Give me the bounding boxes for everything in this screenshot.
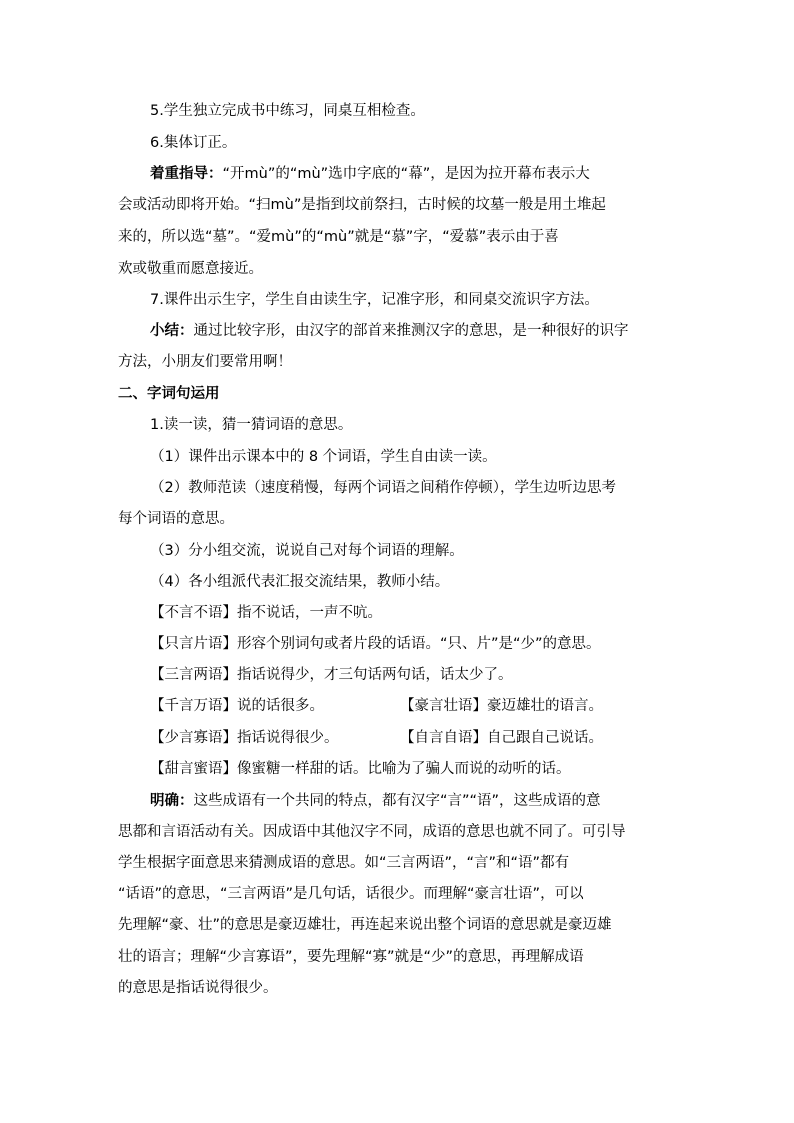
sub-item-2-cont: 每个词语的意思。 (118, 511, 234, 527)
idiom-5: 【豪言壮语】豪迈雄壮的语言。 (400, 698, 603, 714)
idiom-8: 【甜言蜜语】像蜜糖一样甜的话。比喻为了骗人而说的动听的话。 (150, 761, 571, 777)
guide-text-1: “开mù”的“mù”选巾字底的“幕”，是因为拉开幕布表示大 (222, 166, 590, 182)
sub-item-4: （4）各小组派代表汇报交流结果，教师小结。 (150, 574, 450, 590)
idiom-3: 【三言两语】指话说得少，才三句话两句话，话太少了。 (150, 667, 513, 683)
sub-item-2: （2）教师范读（速度稍慢，每两个词语之间稍作停顿），学生边听边思考 (150, 480, 616, 496)
section-heading: 二、字词句运用 (118, 386, 220, 402)
clarify-line-1 (150, 791, 601, 811)
clarify-line-6: 壮的语言；理解“少言寡语”，要先理解“寡”就是“少”的意思，再理解成语 (118, 949, 584, 965)
sub-item-3: （3）分小组交流，说说自己对每个词语的理解。 (150, 543, 464, 559)
summary-label: 小结： (150, 323, 194, 339)
step-7: 7.课件出示生字，学生自由读生字，记准字形，和同桌交流识字方法。 (150, 292, 599, 308)
idiom-1: 【不言不语】指不说话，一声不吭。 (150, 605, 382, 621)
item-1: 1.读一读，猜一猜词语的意思。 (150, 417, 353, 433)
guide-line-1 (150, 164, 590, 184)
summary-line-2: 方法，小朋友们要常用啊！ (118, 354, 292, 370)
clarify-line-7: 的意思是指话说得很少。 (118, 980, 278, 996)
summary-line-1 (150, 321, 629, 341)
guide-line-2: 会或活动即将开始。“扫mù”是指到坟前祭扫，古时候的坟墓一般是用土堆起 (118, 197, 606, 213)
clarify-text-1: 这些成语有一个共同的特点，都有汉字“言”“语”，这些成语的意 (193, 793, 601, 809)
clarify-line-4: “话语”的意思，“三言两语”是几句话，话很少。而理解“豪言壮语”，可以 (118, 886, 584, 902)
clarify-label: 明确： (150, 793, 194, 809)
clarify-line-5: 先理解“豪、壮”的意思是豪迈雄壮，再连起来说出整个词语的意思就是豪迈雄 (118, 917, 612, 933)
clarify-line-2: 思都和言语活动有关。因成语中其他汉字不同，成语的意思也就不同了。可引导 (118, 824, 626, 840)
clarify-line-3: 学生根据字面意思来猜测成语的意思。如“三言两语”，“言”和“语”都有 (118, 855, 570, 871)
idiom-4: 【千言万语】说的话很多。 (150, 698, 324, 714)
guide-label: 着重指导： (150, 166, 223, 182)
summary-text-1: 通过比较字形，由汉字的部首来推测汉字的意思，是一种很好的识字 (193, 323, 629, 339)
idiom-6: 【少言寡语】指话说得很少。 (150, 730, 339, 746)
idiom-2: 【只言片语】形容个别词句或者片段的话语。“只、片”是“少”的意思。 (150, 636, 601, 652)
idiom-7: 【自言自语】自己跟自己说话。 (400, 730, 603, 746)
step-6: 6.集体订正。 (150, 135, 237, 151)
guide-line-4: 欢或敬重而愿意接近。 (118, 261, 263, 277)
sub-item-1: （1）课件出示课本中的 8 个词语，学生自由读一读。 (150, 449, 497, 465)
step-5: 5.学生独立完成书中练习，同桌互相检查。 (150, 103, 425, 119)
guide-line-3: 来的，所以选“墓”。“爱mù”的“mù”就是“慕”字，“爱慕”表示由于喜 (118, 229, 559, 245)
